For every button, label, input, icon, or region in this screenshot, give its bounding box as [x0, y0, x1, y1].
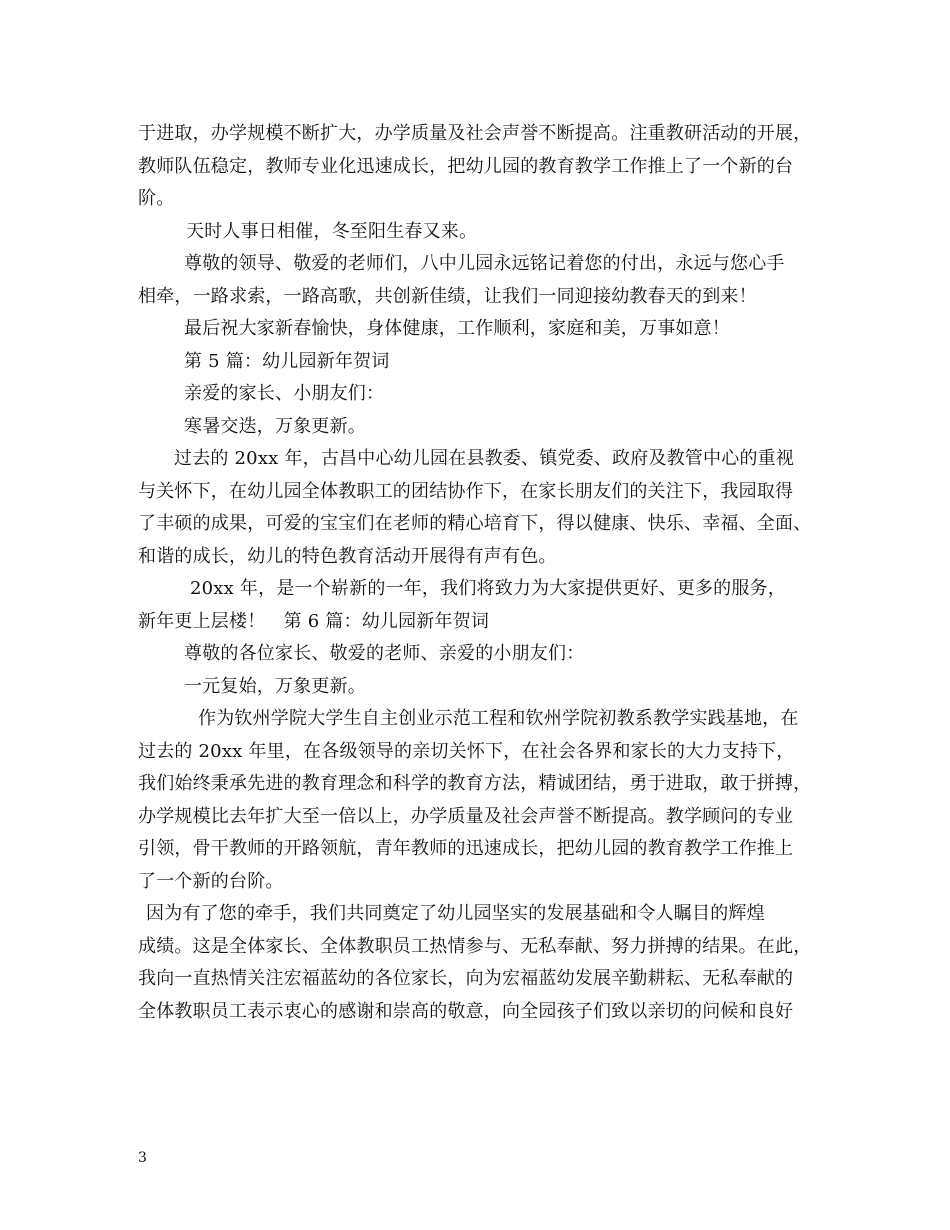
text-line: 天时人事日相催，冬至阳生春又来。: [186, 220, 478, 242]
text-line: 于进取，办学规模不断扩大，办学质量及社会声誉不断提高。注重教研活动的开展，: [138, 123, 812, 144]
text-line: 和谐的成长，幼儿的特色教育活动开展得有声有色。: [138, 545, 557, 567]
salutation: 尊敬的各位家长、敬爱的老师、亲爱的小朋友们：: [184, 643, 585, 664]
text-line: 过去的 20xx 年里，在各级领导的亲切关怀下，在社会各界和家长的大力支持下，: [138, 740, 795, 762]
salutation: 亲爱的家长、小朋友们：: [184, 383, 385, 404]
text-line: 寒暑交迭，万象更新。: [184, 415, 366, 437]
text-line: 过去的 20xx 年，古昌中心幼儿园在县教委、镇党委、政府及教管中心的重视: [174, 448, 795, 469]
text-line: 办学规模比去年扩大至一倍以上，办学质量及社会声誉不断提高。教学顾问的专业: [138, 805, 794, 827]
text-line: 尊敬的领导、敬爱的老师们，八中儿园永远铭记着您的付出，永远与您心手: [184, 253, 785, 274]
text-line: 教师队伍稳定，教师专业化迅速成长，把幼儿园的教育教学工作推上了一个新的台: [138, 155, 794, 177]
text-line: 20xx 年，是一个崭新的一年，我们将致力为大家提供更好、更多的服务，: [190, 578, 786, 599]
text-line: 阶。: [138, 188, 175, 209]
text-line: 了一个新的台阶。: [138, 870, 284, 892]
text-line: 了丰硕的成果，可爱的宝宝们在老师的精心培育下，得以健康、快乐、幸福、全面、: [138, 513, 812, 534]
text-line: 引领，骨干教师的开路领航，青年教师的迅速成长，把幼儿园的教育教学工作推上: [138, 838, 794, 859]
document-body: [138, 118, 828, 1028]
text-line: 相牵，一路求索，一路高歌，共创新佳绩，让我们一同迎接幼教春天的到来！: [138, 285, 757, 307]
text-line: 作为钦州学院大学生自主创业示范工程和钦州学院初教系教学实践基地，在: [198, 708, 799, 729]
text-line: 一元复始，万象更新。: [184, 675, 366, 697]
text-line: 与关怀下，在幼儿园全体教职工的团结协作下，在家长朋友们的关注下，我园取得: [138, 480, 794, 502]
page-number: 3: [138, 1150, 147, 1166]
text-line: 最后祝大家新春愉快，身体健康，工作顺利，家庭和美，万事如意！: [184, 318, 730, 339]
text-line: 我们始终秉承先进的教育理念和科学的教育方法，精诚团结，勇于进取，敢于拼搏，: [138, 773, 812, 794]
text-line: 因为有了您的牵手，我们共同奠定了幼儿园坚实的发展基础和令人瞩目的辉煌: [146, 903, 765, 924]
text-line: 我向一直热情关注宏福蓝幼的各位家长，向为宏福蓝幼发展辛勤耕耘、无私奉献的: [138, 968, 794, 989]
text-line: 成绩。这是全体家长、全体教职员工热情参与、无私奉献、努力拼搏的结果。在此，: [138, 935, 812, 957]
text-line: 新年更上层楼！ 第 6 篇：幼儿园新年贺词: [138, 610, 490, 632]
section-heading: 第 5 篇：幼儿园新年贺词: [184, 350, 390, 372]
text-line: 全体教职员工表示衷心的感谢和崇高的敬意，向全园孩子们致以亲切的问候和良好: [138, 1000, 794, 1022]
